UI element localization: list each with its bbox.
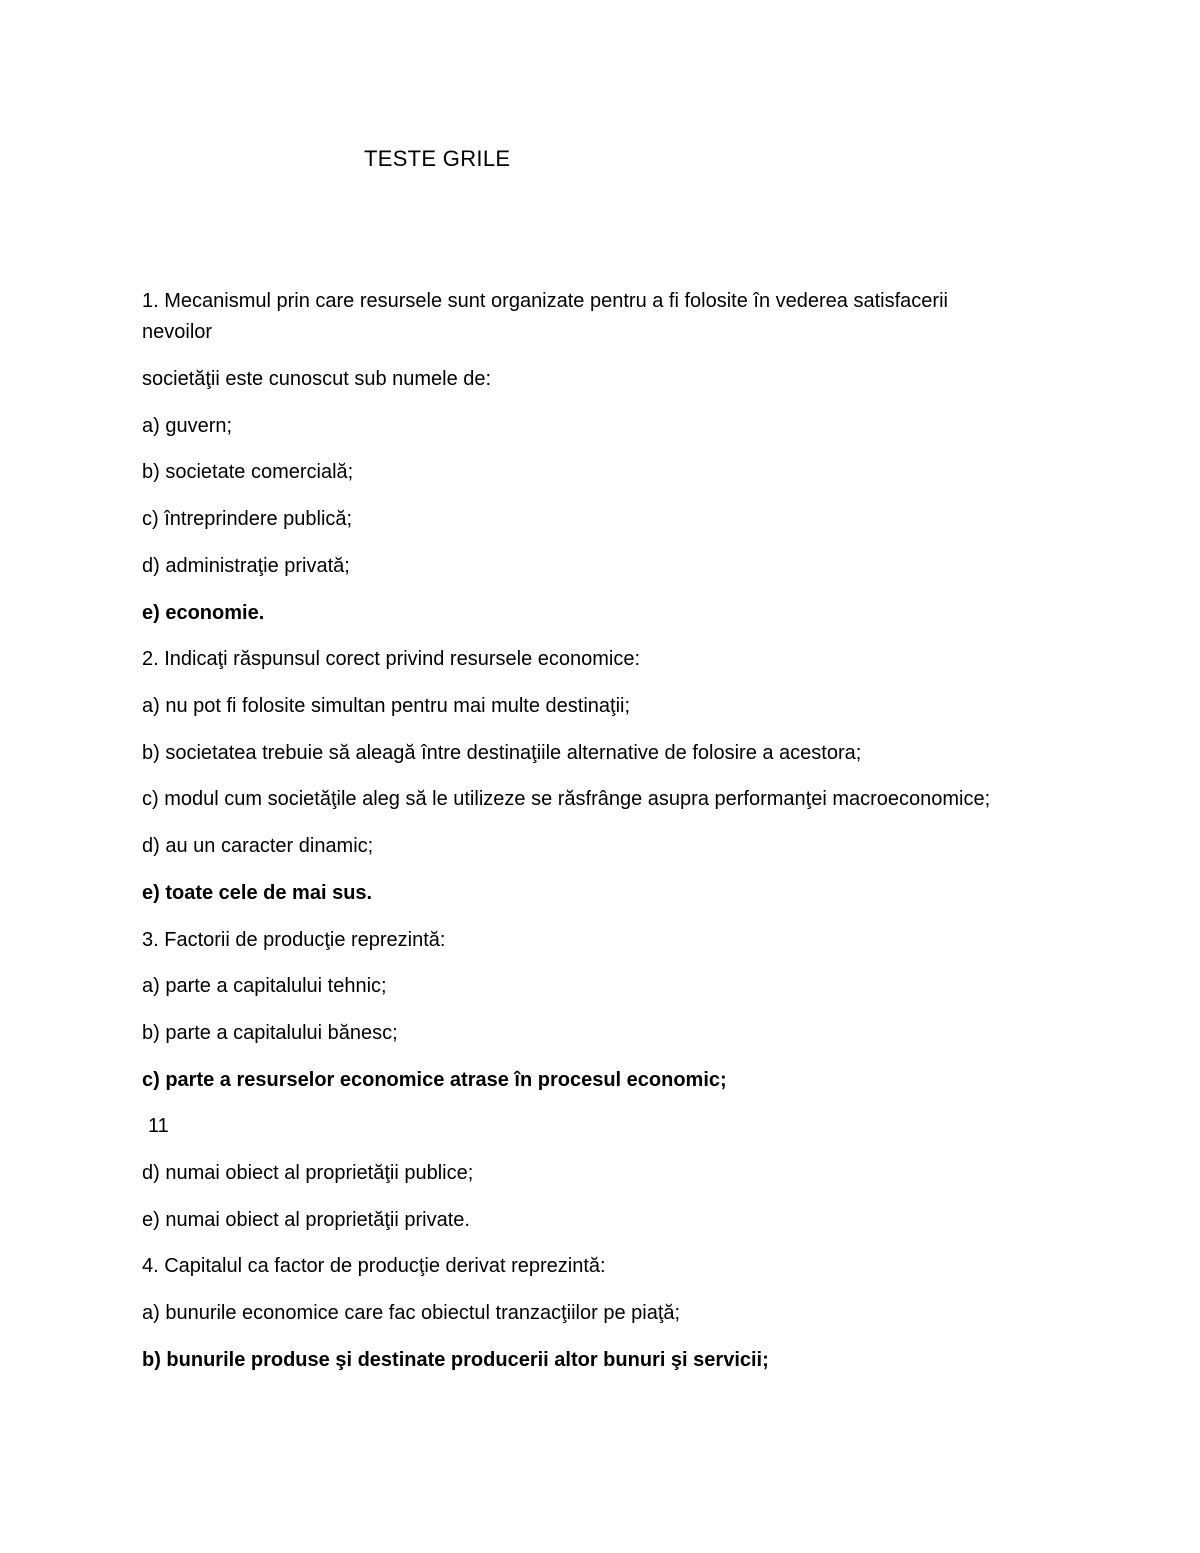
- question-4-text: 4. Capitalul ca factor de producţie derivat reprezintă:: [142, 1255, 606, 1277]
- correct-answer-option: e) economie.: [142, 602, 265, 624]
- correct-answer-option: c) parte a resurselor economice atrase în procesul economic;: [142, 1069, 727, 1091]
- answer-option: a) nu pot fi folosite simultan pentru mai multe destinaţii;: [142, 695, 631, 717]
- answer-option: c) modul cum societăţile aleg să le utilizeze se răsfrânge asupra performanţei macroeconomice;: [142, 788, 991, 810]
- answer-option: c) întreprindere publică;: [142, 508, 353, 530]
- question-2-text: 2. Indicaţi răspunsul corect privind resursele economice:: [142, 648, 641, 670]
- answer-option: d) administraţie privată;: [142, 555, 350, 577]
- answer-option: b) societate comercială;: [142, 461, 354, 483]
- answer-option: e) numai obiect al proprietăţii private.: [142, 1209, 470, 1231]
- page-number: 11: [148, 1115, 169, 1137]
- document-title: TESTE GRILE: [364, 146, 511, 171]
- answer-option: a) bunurile economice care fac obiectul tranzacţiilor pe piaţă;: [142, 1302, 681, 1324]
- answer-option: d) au un caracter dinamic;: [142, 835, 374, 857]
- answer-option: b) societatea trebuie să aleagă între destinaţiile alternative de folosire a acestora;: [142, 742, 862, 764]
- answer-option: a) guvern;: [142, 415, 233, 437]
- answer-option: a) parte a capitalului tehnic;: [142, 975, 387, 997]
- question-1-text: 1. Mecanismul prin care resursele sunt organizate pentru a fi folosite în vederea satisfacerii: [142, 290, 948, 312]
- question-1-text-cont: nevoilor: [142, 321, 213, 343]
- question-1-text-cont: societăţii este cunoscut sub numele de:: [142, 368, 492, 390]
- correct-answer-option: e) toate cele de mai sus.: [142, 882, 373, 904]
- question-3-text: 3. Factorii de producţie reprezintă:: [142, 929, 446, 951]
- answer-option: d) numai obiect al proprietăţii publice;: [142, 1162, 474, 1184]
- answer-option: b) parte a capitalului bănesc;: [142, 1022, 398, 1044]
- correct-answer-option: b) bunurile produse şi destinate producerii altor bunuri şi servicii;: [142, 1349, 769, 1371]
